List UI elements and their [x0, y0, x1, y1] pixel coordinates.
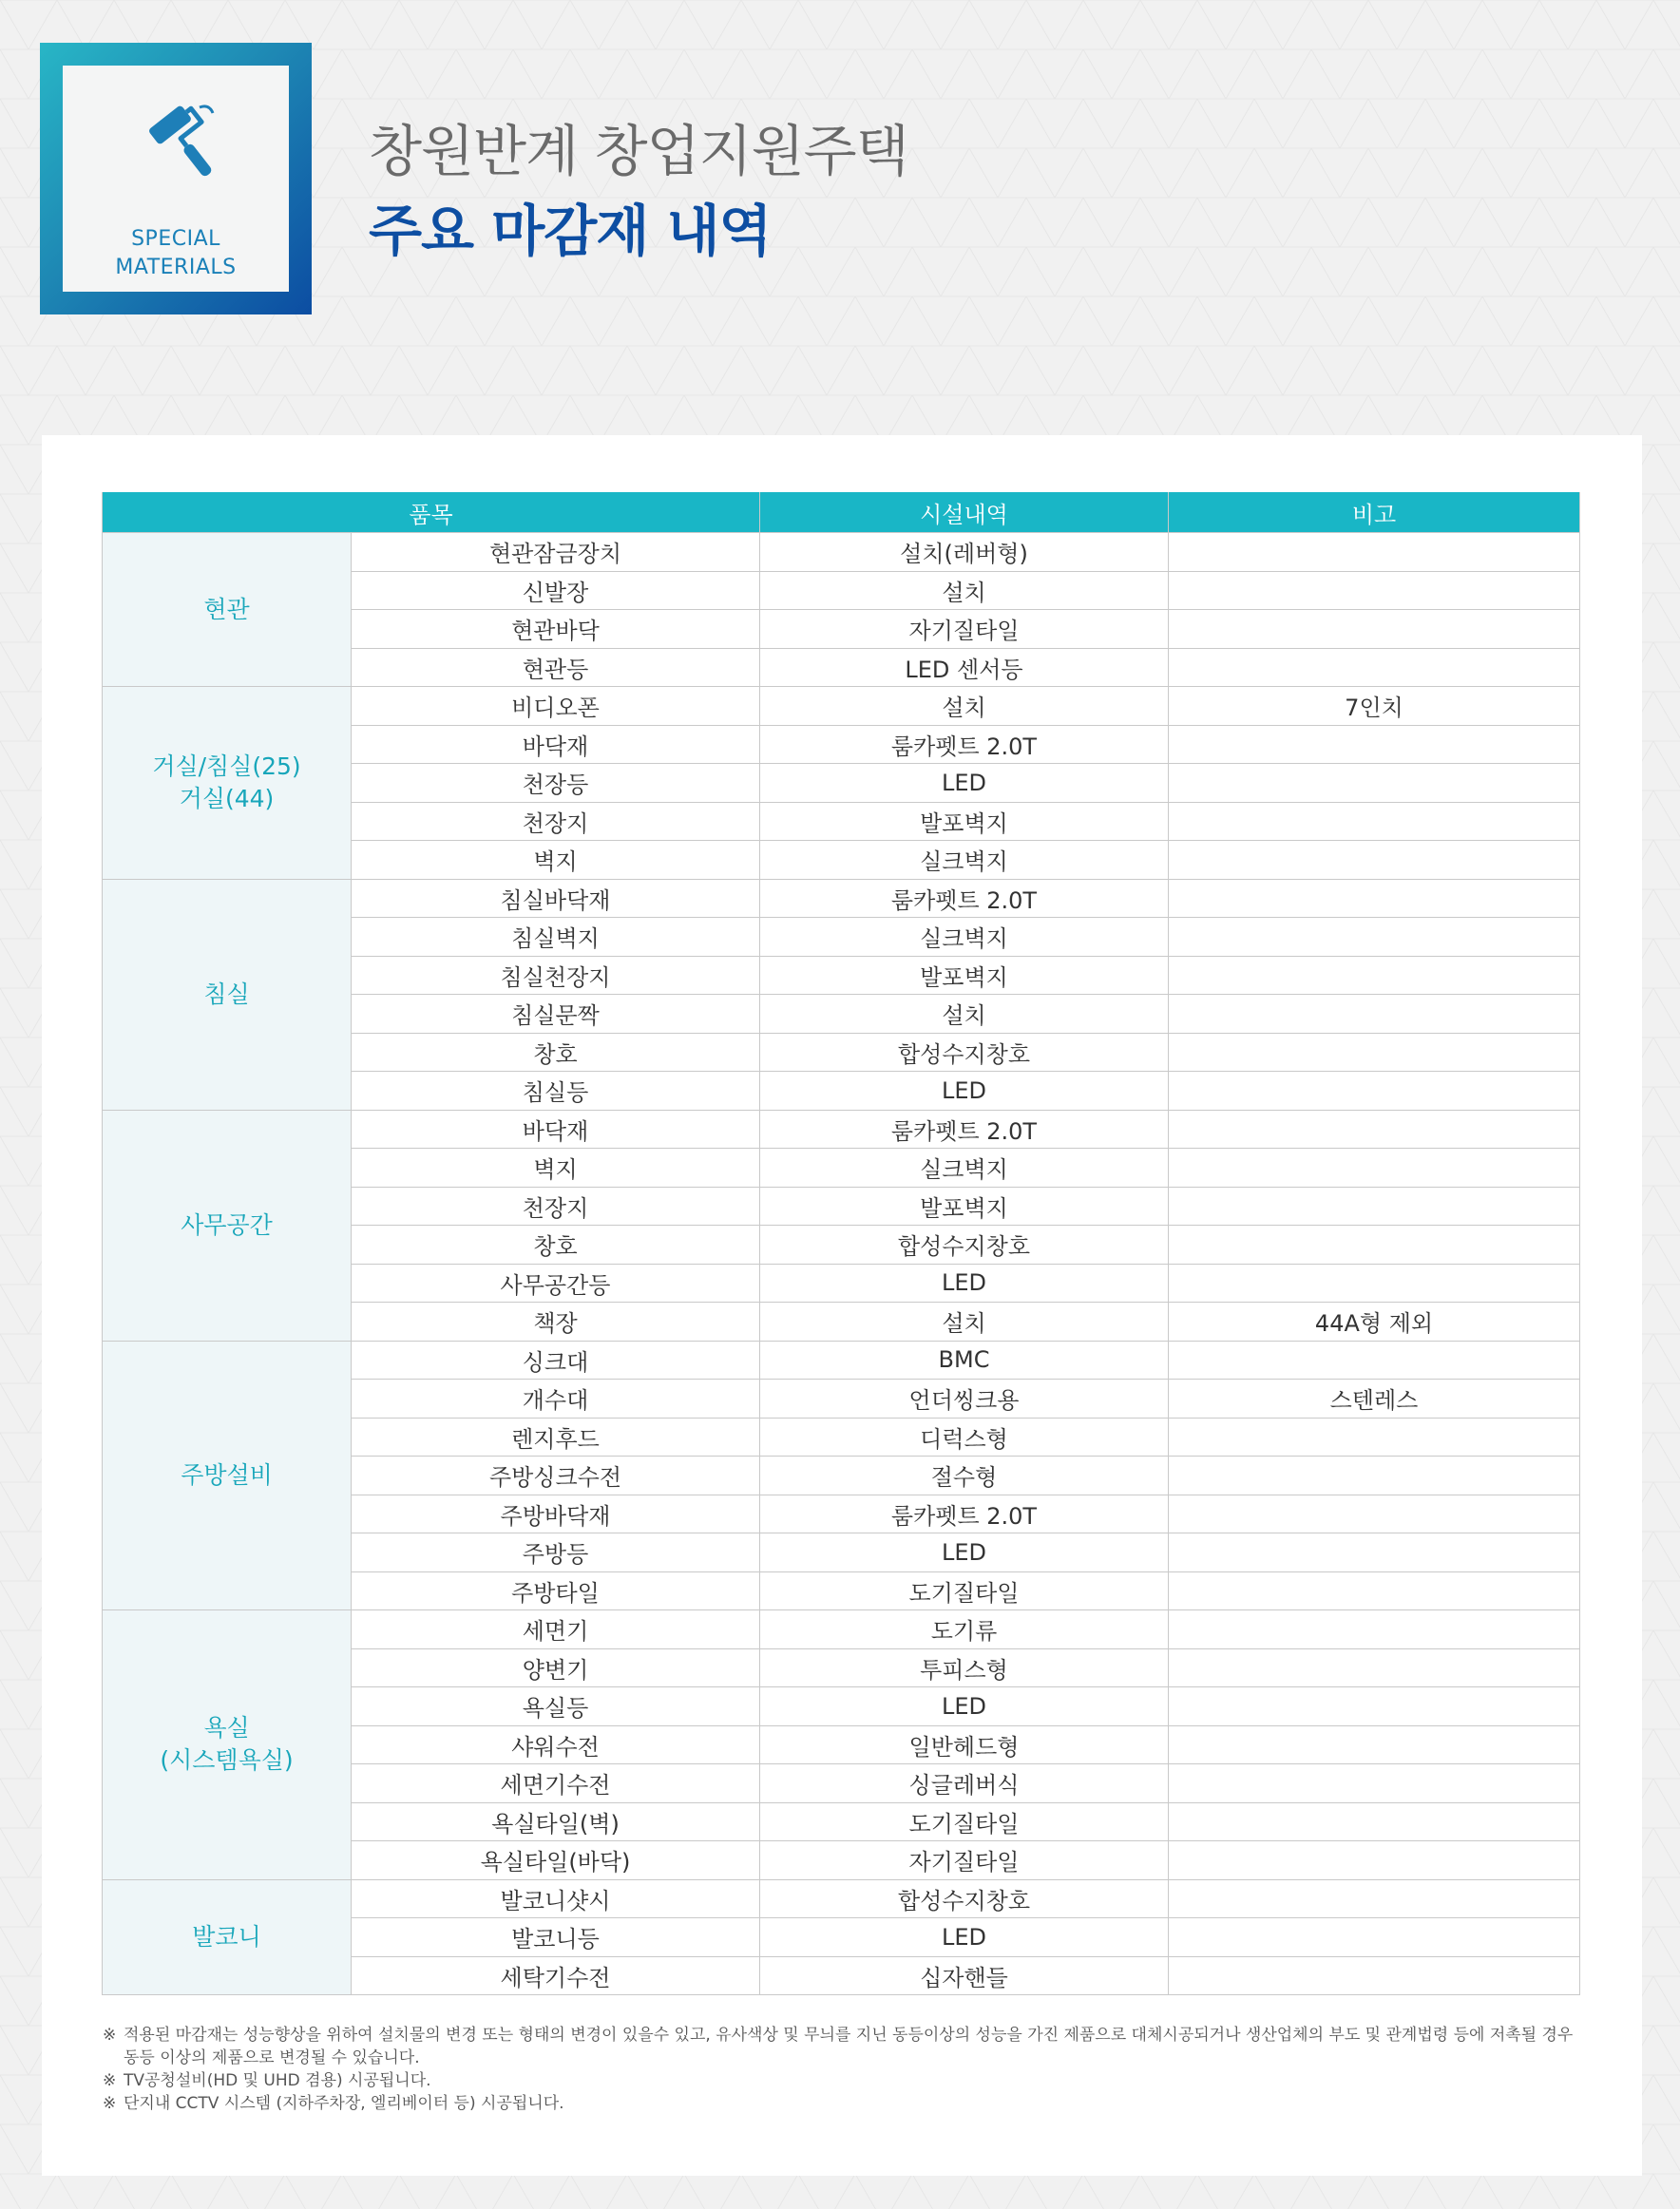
category-cell: 현관: [103, 533, 352, 687]
logo-text-line2: MATERIALS: [115, 256, 237, 279]
footnote: [103, 2024, 1585, 2069]
table-row: [103, 879, 1580, 918]
note-cell: [1169, 1841, 1580, 1880]
item-cell: 벽지: [352, 1149, 760, 1188]
detail-cell: 실크벽지: [760, 1149, 1169, 1188]
item-cell: 욕실타일(벽): [352, 1802, 760, 1841]
note-cell: [1169, 1571, 1580, 1610]
detail-cell: BMC: [760, 1341, 1169, 1380]
detail-cell: 십자핸들: [760, 1956, 1169, 1995]
detail-cell: 룸카펫트 2.0T: [760, 1110, 1169, 1149]
note-cell: [1169, 1033, 1580, 1072]
note-cell: [1169, 1687, 1580, 1726]
item-cell: 바닥재: [352, 725, 760, 764]
item-cell: 개수대: [352, 1380, 760, 1419]
item-cell: 발코니등: [352, 1918, 760, 1957]
table-row: [103, 1610, 1580, 1649]
footnote-text: 단지내 CCTV 시스템 (지하주차장, 엘리베이터 등) 시공됩니다.: [124, 2094, 564, 2113]
item-cell: 주방등: [352, 1533, 760, 1572]
detail-cell: 설치: [760, 571, 1169, 610]
note-cell: [1169, 648, 1580, 687]
note-cell: [1169, 956, 1580, 995]
category-cell: 사무공간: [103, 1110, 352, 1341]
detail-cell: 자기질타일: [760, 610, 1169, 649]
detail-cell: LED 센서등: [760, 648, 1169, 687]
table-row: [103, 687, 1580, 726]
detail-cell: 싱글레버식: [760, 1764, 1169, 1803]
detail-cell: 룸카펫트 2.0T: [760, 879, 1169, 918]
note-cell: [1169, 1110, 1580, 1149]
item-cell: 주방바닥재: [352, 1495, 760, 1533]
note-cell: 스텐레스: [1169, 1380, 1580, 1419]
category-cell: 발코니: [103, 1879, 352, 1995]
detail-cell: 도기질타일: [760, 1571, 1169, 1610]
detail-cell: 자기질타일: [760, 1841, 1169, 1880]
note-cell: [1169, 1495, 1580, 1533]
note-mark: ※: [103, 2071, 117, 2090]
detail-cell: 발포벽지: [760, 802, 1169, 841]
item-cell: 바닥재: [352, 1110, 760, 1149]
detail-cell: 합성수지창호: [760, 1226, 1169, 1265]
paint-roller-icon: [146, 104, 222, 189]
item-cell: 천장지: [352, 802, 760, 841]
detail-cell: 룸카펫트 2.0T: [760, 1495, 1169, 1533]
detail-cell: LED: [760, 764, 1169, 803]
note-cell: [1169, 1149, 1580, 1188]
item-cell: 현관잠금장치: [352, 533, 760, 572]
footnote: [103, 2069, 1585, 2092]
detail-cell: 도기류: [760, 1610, 1169, 1649]
item-cell: 세탁기수전: [352, 1956, 760, 1995]
detail-cell: LED: [760, 1264, 1169, 1303]
item-cell: 세면기수전: [352, 1764, 760, 1803]
category-cell: 거실/침실(25) 거실(44): [103, 687, 352, 880]
item-cell: 창호: [352, 1033, 760, 1072]
detail-cell: LED: [760, 1072, 1169, 1111]
item-cell: 침실문짝: [352, 995, 760, 1034]
note-cell: 44A형 제외: [1169, 1303, 1580, 1342]
note-cell: [1169, 802, 1580, 841]
note-cell: [1169, 995, 1580, 1034]
item-cell: 비디오폰: [352, 687, 760, 726]
note-cell: [1169, 1648, 1580, 1687]
note-cell: [1169, 1072, 1580, 1111]
item-cell: 렌지후드: [352, 1418, 760, 1457]
footnote: [103, 2092, 1585, 2115]
item-cell: 사무공간등: [352, 1264, 760, 1303]
detail-cell: 설치: [760, 1303, 1169, 1342]
note-cell: [1169, 1764, 1580, 1803]
item-cell: 싱크대: [352, 1341, 760, 1380]
note-cell: [1169, 764, 1580, 803]
item-cell: 현관등: [352, 648, 760, 687]
note-cell: [1169, 1187, 1580, 1226]
table-row: [103, 533, 1580, 572]
content-panel: [42, 435, 1642, 2176]
detail-cell: 설치: [760, 995, 1169, 1034]
detail-cell: 일반헤드형: [760, 1725, 1169, 1764]
item-cell: 창호: [352, 1226, 760, 1265]
detail-cell: 도기질타일: [760, 1802, 1169, 1841]
note-cell: [1169, 1341, 1580, 1380]
detail-cell: 발포벽지: [760, 1187, 1169, 1226]
detail-cell: 발포벽지: [760, 956, 1169, 995]
note-cell: [1169, 725, 1580, 764]
materials-table: [102, 492, 1580, 1995]
item-cell: 욕실등: [352, 1687, 760, 1726]
header-item: 품목: [103, 492, 760, 533]
category-cell: 침실: [103, 879, 352, 1110]
header-note: 비고: [1169, 492, 1580, 533]
note-mark: ※: [103, 2026, 117, 2045]
note-cell: [1169, 1956, 1580, 1995]
detail-cell: 설치: [760, 687, 1169, 726]
detail-cell: 룸카펫트 2.0T: [760, 725, 1169, 764]
detail-cell: 투피스형: [760, 1648, 1169, 1687]
item-cell: 책장: [352, 1303, 760, 1342]
item-cell: 천장등: [352, 764, 760, 803]
detail-cell: 설치(레버형): [760, 533, 1169, 572]
note-cell: [1169, 1418, 1580, 1457]
note-cell: [1169, 1802, 1580, 1841]
note-cell: [1169, 1264, 1580, 1303]
note-cell: [1169, 1610, 1580, 1649]
note-cell: [1169, 533, 1580, 572]
note-cell: [1169, 879, 1580, 918]
special-materials-logo: [40, 43, 312, 314]
item-cell: 주방타일: [352, 1571, 760, 1610]
page-title-line1: 창원반계 창업지원주택: [369, 119, 908, 183]
item-cell: 양변기: [352, 1648, 760, 1687]
note-cell: [1169, 610, 1580, 649]
footnotes: [103, 2024, 1585, 2115]
item-cell: 벽지: [352, 841, 760, 880]
table-header-row: [103, 492, 1580, 533]
detail-cell: 디럭스형: [760, 1418, 1169, 1457]
logo-text-line1: SPECIAL: [131, 227, 220, 251]
item-cell: 침실등: [352, 1072, 760, 1111]
detail-cell: 실크벽지: [760, 918, 1169, 957]
table-row: [103, 1879, 1580, 1918]
note-cell: 7인치: [1169, 687, 1580, 726]
note-cell: [1169, 1879, 1580, 1918]
detail-cell: LED: [760, 1687, 1169, 1726]
detail-cell: 절수형: [760, 1457, 1169, 1495]
note-cell: [1169, 1918, 1580, 1957]
item-cell: 침실벽지: [352, 918, 760, 957]
page-title-line2: 주요 마감재 내역: [369, 199, 772, 263]
note-cell: [1169, 1725, 1580, 1764]
detail-cell: LED: [760, 1533, 1169, 1572]
detail-cell: 합성수지창호: [760, 1879, 1169, 1918]
footnote-text: TV공청설비(HD 및 UHD 겸용) 시공됩니다.: [124, 2071, 431, 2090]
item-cell: 현관바닥: [352, 610, 760, 649]
header-detail: 시설내역: [760, 492, 1169, 533]
table-row: [103, 1110, 1580, 1149]
note-cell: [1169, 1226, 1580, 1265]
item-cell: 침실바닥재: [352, 879, 760, 918]
note-cell: [1169, 1533, 1580, 1572]
item-cell: 샤워수전: [352, 1725, 760, 1764]
note-mark: ※: [103, 2094, 117, 2113]
item-cell: 주방싱크수전: [352, 1457, 760, 1495]
detail-cell: LED: [760, 1918, 1169, 1957]
detail-cell: 언더씽크용: [760, 1380, 1169, 1419]
detail-cell: 합성수지창호: [760, 1033, 1169, 1072]
note-cell: [1169, 1457, 1580, 1495]
table-row: [103, 1341, 1580, 1380]
note-cell: [1169, 841, 1580, 880]
item-cell: 천장지: [352, 1187, 760, 1226]
category-cell: 주방설비: [103, 1341, 352, 1610]
item-cell: 침실천장지: [352, 956, 760, 995]
category-cell: 욕실 (시스템욕실): [103, 1610, 352, 1880]
note-cell: [1169, 571, 1580, 610]
detail-cell: 실크벽지: [760, 841, 1169, 880]
item-cell: 세면기: [352, 1610, 760, 1649]
note-cell: [1169, 918, 1580, 957]
item-cell: 신발장: [352, 571, 760, 610]
item-cell: 발코니샷시: [352, 1879, 760, 1918]
item-cell: 욕실타일(바닥): [352, 1841, 760, 1880]
footnote-text: 적용된 마감재는 성능향상을 위하여 설치물의 변경 또는 형태의 변경이 있을수 있고, 유사색상 및 무늬를 지닌 동등이상의 성능을 가진 제품으로 대체시공되거나 생산업체의 부도 및 관계법령 등에 저촉될 경우 동등 이상의 제품으로 변경될 수 있습니다.: [124, 2026, 1574, 2067]
